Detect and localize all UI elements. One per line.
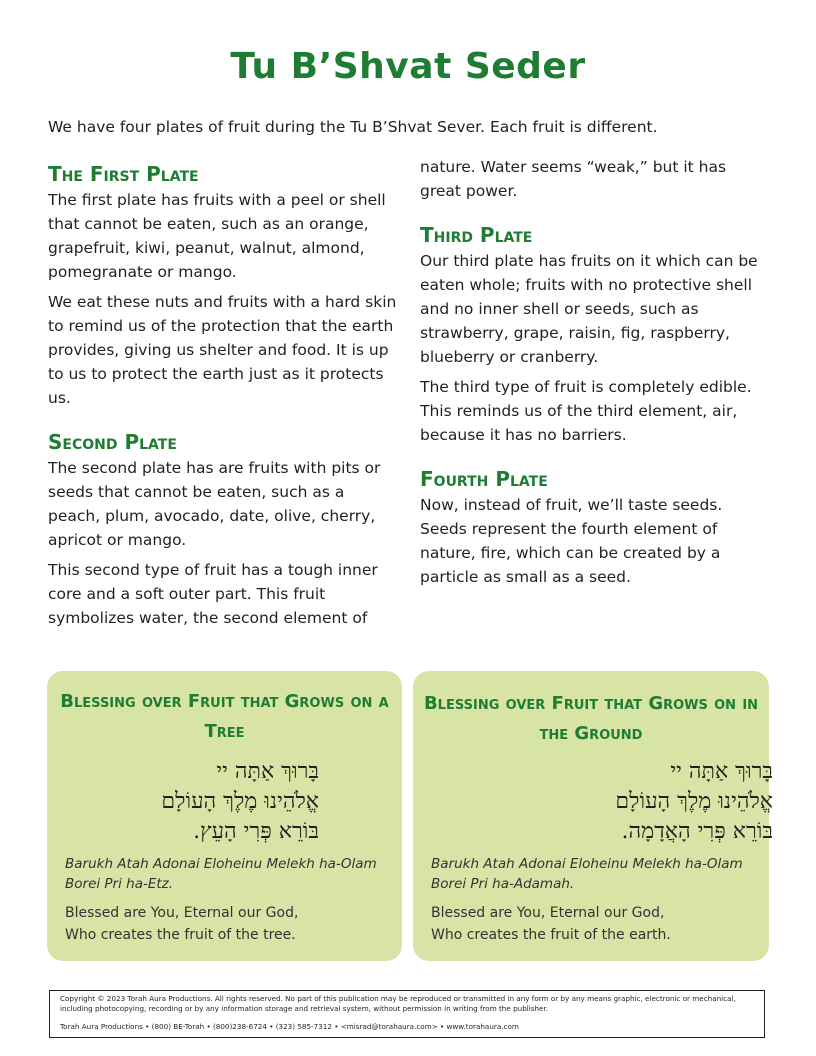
paragraph: The third type of fruit is completely edible. This reminds us of the third element, air, because it has no barriers. bbox=[420, 378, 752, 444]
translation-line: Who creates the fruit of the earth. bbox=[431, 927, 671, 943]
paragraph: We eat these nuts and fruits with a hard skin to remind us of the protection that the earth provides, giving us shelter and food. It is up to us to protect the earth just as it protects us. bbox=[48, 293, 397, 407]
section-fourth-plate bbox=[420, 465, 765, 589]
translit-line: Barukh Atah Adonai Eloheinu Melekh ha-Olam bbox=[65, 856, 377, 872]
transliteration bbox=[431, 854, 751, 894]
paragraph: Our third plate has fruits on it which can be eaten whole; fruits with no protective shell and no inner shell or seeds, such as strawberry, grape, raisin, fig, raspberry, blueberry or cranberry. bbox=[420, 252, 758, 366]
paragraph: This second type of fruit has a tough inner core and a soft outer part. This fruit symbolizes water, the second element of bbox=[48, 561, 378, 627]
contact-line: Torah Aura Productions • (800) BE-Torah • (800)238-6724 • (323) 585-7312 • <misrad@torahaura.com> • www.torahaura.com bbox=[60, 1022, 519, 1031]
hebrew-line: בָּרוּךְ אַתָּה יי bbox=[670, 759, 773, 784]
translation bbox=[431, 902, 751, 946]
heading-first-plate: The First Plate bbox=[48, 162, 199, 186]
heading-fourth-plate: Fourth Plate bbox=[420, 467, 548, 491]
blessing-title: Blessing over Fruit that Grows on a Tree bbox=[60, 691, 389, 742]
translation bbox=[65, 902, 385, 946]
hebrew-blessing bbox=[67, 757, 319, 847]
translation-line: Who creates the fruit of the tree. bbox=[65, 927, 296, 943]
transliteration bbox=[65, 854, 385, 894]
hebrew-line: אֱלֹהֵינוּ מֶלֶךְ הָעוֹלָם bbox=[161, 789, 319, 814]
hebrew-line: בָּרוּךְ אַתָּה יי bbox=[216, 759, 319, 784]
translation-line: Blessed are You, Eternal our God, bbox=[431, 905, 665, 921]
translation-line: Blessed are You, Eternal our God, bbox=[65, 905, 299, 921]
copyright-text: Copyright © 2023 Torah Aura Productions. All rights reserved. No part of this publication may be reproduced or transmitted in any form or by any means graphic, electronic or mechanical, including photocopying, recording or by any information storage and retrieval system, without permission in writing from the publisher. bbox=[60, 994, 736, 1013]
paragraph: The first plate has fruits with a peel or shell that cannot be eaten, such as an orange, grapefruit, kiwi, peanut, walnut, almond, pomegranate or mango. bbox=[48, 191, 386, 281]
heading-second-plate: Second Plate bbox=[48, 430, 177, 454]
translit-line: Borei Pri ha-Etz. bbox=[65, 876, 174, 892]
translit-line: Barukh Atah Adonai Eloheinu Melekh ha-Olam bbox=[431, 856, 743, 872]
paragraph: Now, instead of fruit, we’ll taste seeds. Seeds represent the fourth element of nature, fire, which can be created by a particle as small as a seed. bbox=[420, 496, 723, 586]
blessing-title: Blessing over Fruit that Grows on in the Ground bbox=[423, 693, 759, 744]
right-column bbox=[420, 155, 765, 595]
left-column bbox=[48, 160, 398, 636]
section-second-plate bbox=[48, 428, 398, 630]
paragraph: The second plate has are fruits with pits or seeds that cannot be eaten, such as a peach, plum, avocado, date, olive, cherry, apricot or mango. bbox=[48, 459, 381, 549]
copyright-footer bbox=[49, 990, 765, 1038]
hebrew-line: אֱלֹהֵינוּ מֶלֶךְ הָעוֹלָם bbox=[615, 789, 773, 814]
page-title: Tu B’Shvat Seder bbox=[230, 46, 586, 87]
blessing-box-ground bbox=[413, 671, 773, 961]
hebrew-line: בּוֹרֵא פְּרִי הָאֲדָמָה. bbox=[621, 819, 773, 844]
blessing-box-tree bbox=[47, 671, 402, 961]
hebrew-blessing bbox=[433, 757, 773, 847]
heading-third-plate: Third Plate bbox=[420, 223, 533, 247]
intro-text: We have four plates of fruit during the Tu B’Shvat Sever. Each fruit is different. bbox=[48, 118, 658, 136]
section-third-plate bbox=[420, 221, 765, 447]
translit-line: Borei Pri ha-Adamah. bbox=[431, 876, 575, 892]
hebrew-line: בּוֹרֵא פְּרִי הָעֵץ. bbox=[193, 819, 319, 844]
paragraph-continuation: nature. Water seems “weak,” but it has great power. bbox=[420, 158, 727, 200]
section-first-plate bbox=[48, 160, 398, 410]
